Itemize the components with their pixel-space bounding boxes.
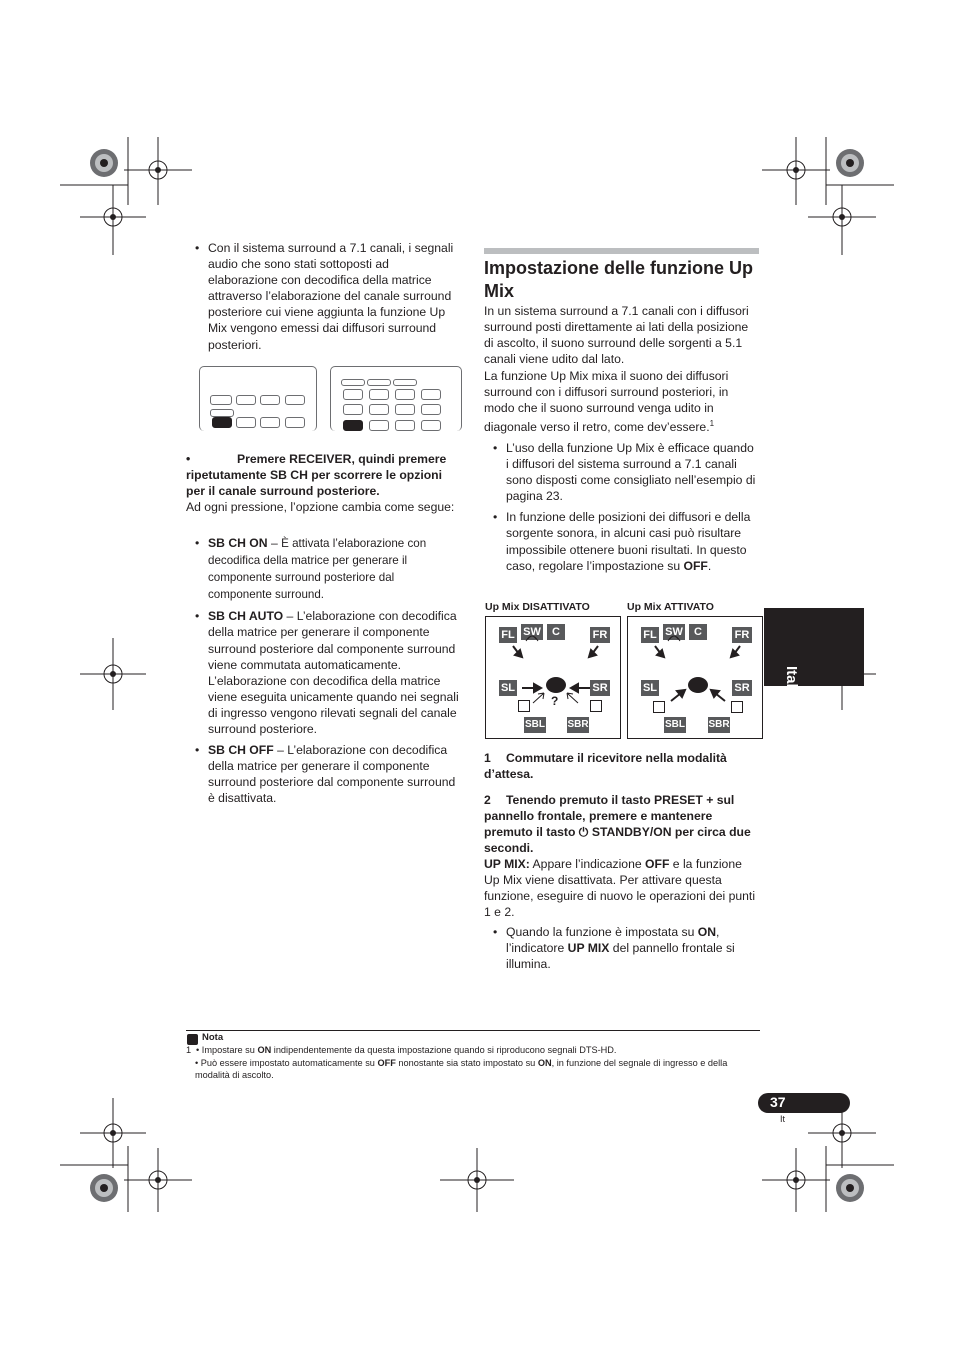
bullet-dot: • — [195, 241, 200, 255]
speaker-fl: FL — [499, 627, 517, 643]
option-term: SB CH AUTO — [208, 609, 284, 624]
speaker-sbr: SBR — [708, 717, 730, 733]
option-desc: È attivata l’elaborazione con decodifica della matrice per generare il componente surround posteriore dal componente surround. — [208, 537, 427, 602]
section-heading: Impostazione delle funzione Up Mix — [484, 258, 754, 301]
speaker-sl: SL — [500, 682, 516, 694]
speaker-fl: FL — [641, 627, 659, 643]
right-bullets — [493, 440, 759, 579]
speaker-sl: SL — [642, 682, 658, 694]
bullet-upmix-effective: • L’uso della funzione Up Mix è efficace quando i diffusori del sistema surround a 7.1 canali sono disposti come consigliato nell’esempio di pagina 23. — [493, 441, 756, 504]
language-code: It — [780, 1114, 786, 1124]
options-list — [195, 535, 460, 812]
speaker-sw: SW — [521, 624, 543, 640]
step-bullet: • — [186, 452, 191, 466]
note-1: 1 • Impostare su ON indipendentemente da questa impostazione quando si riproducono segnali DTS-HD. — [186, 1045, 617, 1055]
option-term: SB CH OFF — [208, 743, 274, 758]
paragraph-2: La funzione Up Mix mixa il suono dei diffusori surround con i diffusori surround posteriori, in modo che il suono surround venga udito in diagonale verso il retro, come dev’essere.$^1$ — [484, 369, 729, 435]
speaker-sw: SW — [663, 624, 685, 640]
notes-title: Nota — [202, 1032, 224, 1043]
page-number: 37 — [770, 1094, 786, 1110]
paragraph-1: In un sistema surround a 7.1 canali con i diffusori surround posti direttamente ai lati della posizione di ascolto, il suono surround delle sorgenti a 5.1 canali viene udito dal lato. — [484, 304, 749, 367]
language-side-tab — [764, 608, 864, 719]
question-mark: ? — [551, 694, 559, 708]
step-text: Premere RECEIVER, quindi premere ripetutamente SB CH per scorrere le opzioni per il canale surround posteriore. — [186, 452, 447, 499]
option-desc: L’elaborazione con decodifica della matrice per generare il componente surround posteriore dal componente surround viene commutata automaticamente. L’elaborazione con decodifica della matrice viene eseguita unicamente quando nei segnali di ingresso vengono rilevati segnali del canale surround posteriore. — [208, 609, 459, 737]
speaker-c: C — [547, 624, 565, 640]
speaker-sbr: SBR — [567, 717, 589, 733]
heading-rule — [484, 248, 759, 254]
option-sb-ch-on: • SB CH ON – È attivata l’elaborazione con decodifica della matrice per generare il componente surround posteriore dal componente surround. — [195, 536, 427, 602]
speaker-sbl: SBL — [524, 717, 546, 733]
diagram-upmix-off — [485, 616, 621, 739]
diagram-on-label: Up Mix ATTIVATO — [627, 601, 714, 613]
step-1: 1 Commutare il ricevitore nella modalità d’attesa. — [484, 751, 727, 782]
footnote-ref: 1 — [709, 419, 715, 429]
final-bullet: • Quando la funzione è impostata su ON, l’indicatore UP MIX del pannello frontale si illumina. — [493, 925, 735, 972]
listener-arrows — [628, 617, 762, 738]
option-term: SB CH ON — [208, 536, 268, 550]
note-2: • Può essere impostato automaticamente su OFF nonostante sia stato impostato su ON, in funzione del segnale di ingresso e della modalità di ascolto. — [195, 1058, 728, 1080]
option-sb-ch-off: • SB CH OFF – L’elaborazione con decodifica della matrice per generare il componente surround posteriore dal componente surround è disattivata. — [195, 743, 456, 806]
side-tab-label: Italiano — [783, 666, 800, 719]
intro-bullet: • Con il sistema surround a 7.1 canali, i segnali audio che sono stati sottoposti ad elaborazione con decodifica della matrice attraverso l’elaborazione del canale surround posteriore cui viene aggiunta la funzione Up Mix vengono emessi dai diffusori surround posteriori. — [195, 241, 454, 352]
option-desc: L’elaborazione con decodifica della matrice per generare il componente surround posteriore dal componente surround è disattivata. — [208, 743, 456, 806]
step-description: Ad ogni pressione, l’opzione cambia come segue: — [186, 500, 455, 514]
step-2: 2 Tenendo premuto il tasto PRESET + sul pannello frontale, premere e mantenere premuto il tasto ⏻ STANDBY/ON per circa due secondi. — [484, 793, 751, 856]
remote-illustration — [199, 366, 461, 432]
remote-panel-right — [330, 366, 462, 431]
option-sb-ch-auto: • SB CH AUTO – L’elaborazione con decodifica della matrice per generare il componente surround posteriore dal componente surround viene commutata automaticamente. L’elaborazione con decodifica della matrice viene eseguita unicamente quando nei segnali di ingresso vengono rilevati segnali del canale surround posteriore. — [195, 609, 459, 737]
listener-arrows — [486, 617, 620, 738]
speaker-fr: FR — [732, 627, 752, 643]
diagram-off-label: Up Mix DISATTIVATO — [485, 601, 590, 613]
diagram-upmix-on — [627, 616, 763, 739]
step-instruction — [186, 451, 461, 499]
remote-panel-left — [199, 366, 317, 431]
speaker-fr: FR — [590, 627, 610, 643]
speaker-sr: SR — [590, 680, 610, 696]
speaker-sbl: SBL — [664, 717, 686, 733]
speaker-sr: SR — [732, 680, 752, 696]
bullet-upmix-results: • In funzione delle posizioni dei diffusori e della sorgente sonora, in alcuni casi può risultare impossibile ottenere buoni risultati. In questo caso, regolare l’impostazione su OFF. — [493, 510, 751, 573]
notes-rule — [186, 1030, 760, 1031]
note-icon — [187, 1034, 198, 1045]
speaker-c: C — [689, 624, 707, 640]
upmix-description: UP MIX: Appare l’indicazione OFF e la funzione Up Mix viene disattivata. Per attivare questa funzione, eseguire di nuovo le operazioni dei punti 1 e 2. — [484, 857, 756, 920]
